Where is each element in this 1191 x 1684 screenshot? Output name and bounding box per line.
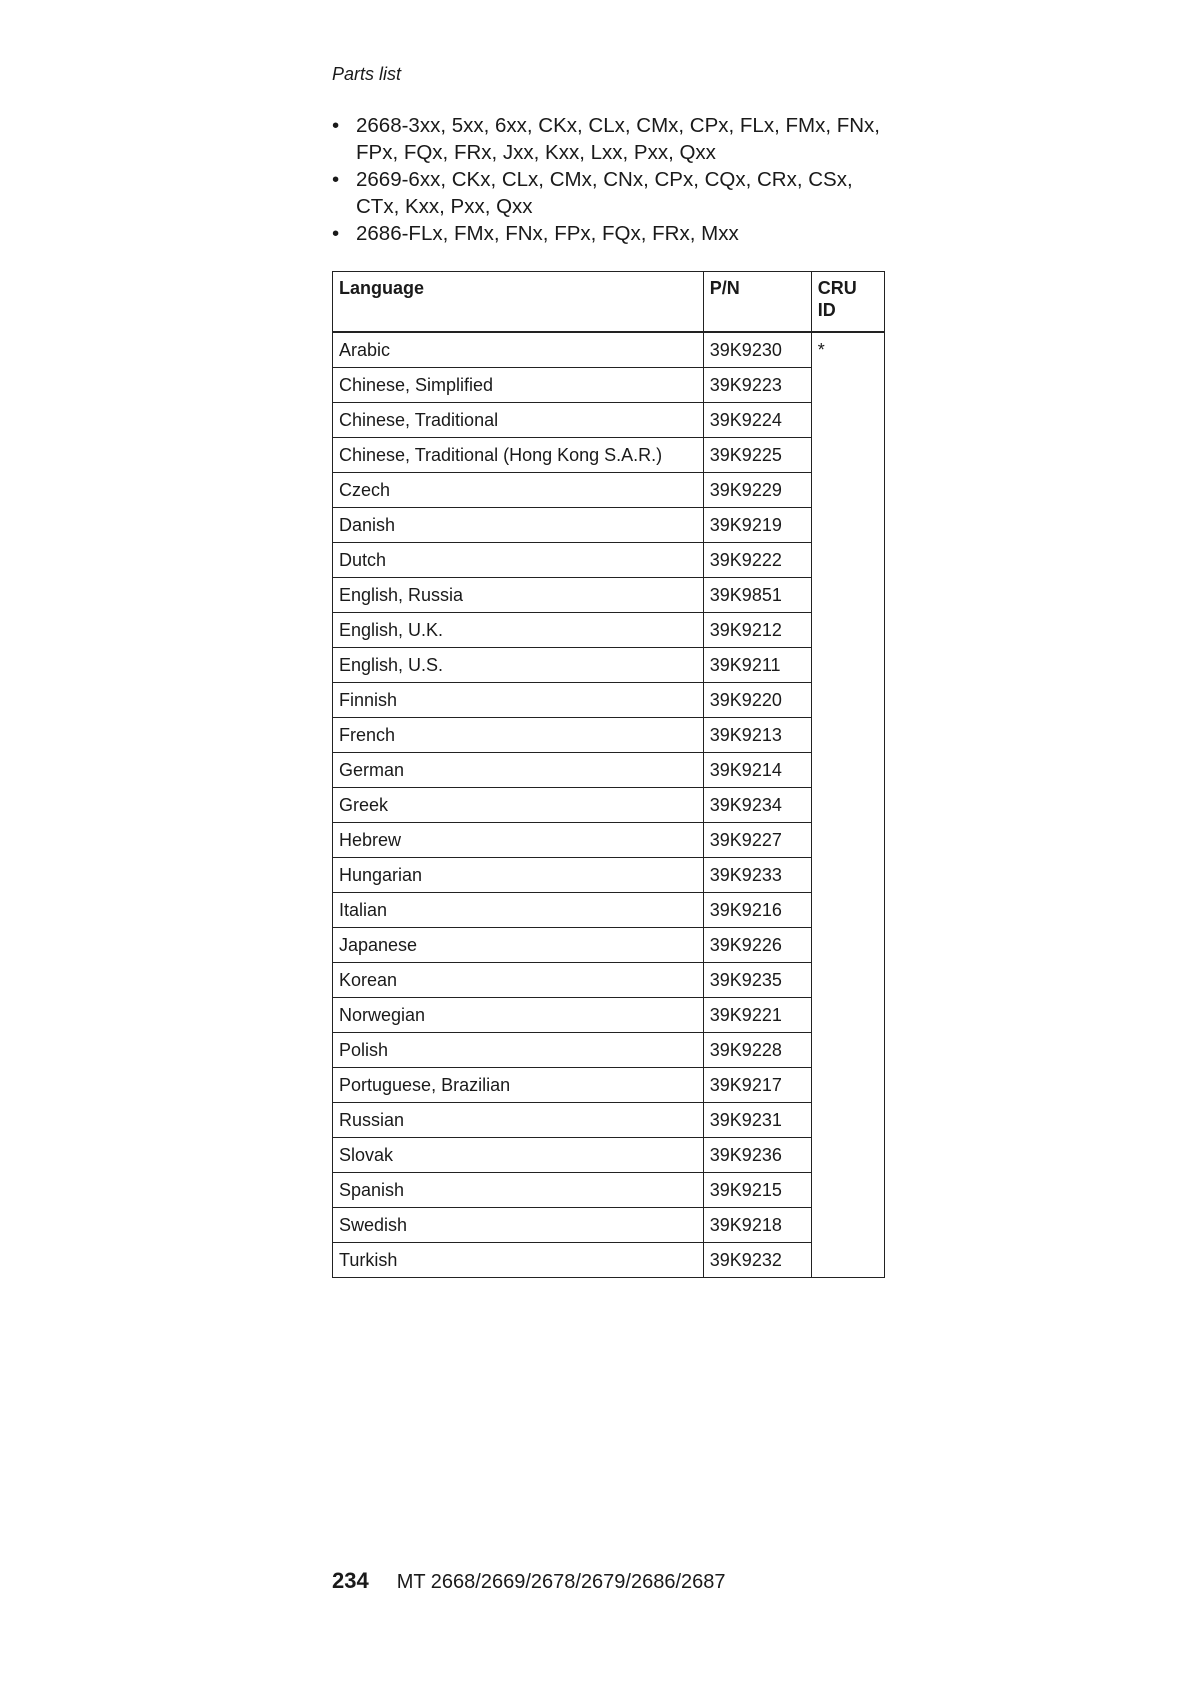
language-cell: Hebrew — [333, 823, 704, 858]
table-row — [333, 683, 885, 718]
bullet-icon: • — [332, 114, 340, 137]
table-row — [333, 718, 885, 753]
language-cell: Polish — [333, 1033, 704, 1068]
cru-cell — [811, 1173, 884, 1208]
cru-cell — [811, 543, 884, 578]
cru-header-line2: ID — [817, 300, 836, 320]
language-cell: Swedish — [333, 1208, 704, 1243]
table-row — [333, 332, 885, 368]
cru-cell — [811, 1033, 884, 1068]
cru-header — [811, 272, 884, 333]
pn-cell: 39K9222 — [703, 543, 811, 578]
pn-cell: 39K9230 — [703, 332, 811, 368]
cru-cell — [811, 648, 884, 683]
language-cell: English, Russia — [333, 578, 704, 613]
language-cell: German — [333, 753, 704, 788]
cru-cell — [811, 858, 884, 893]
language-cell: French — [333, 718, 704, 753]
bullet-icon: • — [332, 222, 340, 245]
table-row — [333, 613, 885, 648]
language-cell: English, U.K. — [333, 613, 704, 648]
cru-cell — [811, 438, 884, 473]
bullet-icon: • — [332, 168, 340, 191]
table-row — [333, 1103, 885, 1138]
language-cell: Turkish — [333, 1243, 704, 1278]
cru-cell — [811, 1103, 884, 1138]
parts-table — [332, 271, 885, 1278]
cru-cell — [811, 1068, 884, 1103]
pn-cell: 39K9221 — [703, 998, 811, 1033]
table-row — [333, 1243, 885, 1278]
cru-cell — [811, 508, 884, 543]
cru-cell — [811, 1243, 884, 1278]
cru-cell — [811, 403, 884, 438]
table-row — [333, 578, 885, 613]
pn-cell: 39K9235 — [703, 963, 811, 998]
pn-cell: 39K9233 — [703, 858, 811, 893]
language-cell: Norwegian — [333, 998, 704, 1033]
language-cell: Chinese, Traditional (Hong Kong S.A.R.) — [333, 438, 704, 473]
pn-cell: 39K9216 — [703, 893, 811, 928]
page-footer — [332, 1568, 726, 1594]
pn-cell: 39K9220 — [703, 683, 811, 718]
cru-cell — [811, 1208, 884, 1243]
table-row — [333, 368, 885, 403]
pn-cell: 39K9232 — [703, 1243, 811, 1278]
pn-cell: 39K9224 — [703, 403, 811, 438]
pn-cell: 39K9223 — [703, 368, 811, 403]
pn-cell: 39K9231 — [703, 1103, 811, 1138]
parts-table-body — [333, 332, 885, 1278]
table-row — [333, 648, 885, 683]
table-row — [333, 508, 885, 543]
cru-cell: * — [811, 332, 884, 368]
pn-cell: 39K9214 — [703, 753, 811, 788]
model-list — [332, 112, 892, 247]
language-cell: English, U.S. — [333, 648, 704, 683]
pn-cell: 39K9212 — [703, 613, 811, 648]
language-cell: Danish — [333, 508, 704, 543]
language-cell: Korean — [333, 963, 704, 998]
list-item — [332, 220, 892, 247]
table-row — [333, 963, 885, 998]
running-header: Parts list — [332, 64, 402, 84]
language-cell: Japanese — [333, 928, 704, 963]
cru-cell — [811, 368, 884, 403]
language-header: Language — [333, 272, 704, 333]
table-header-row — [333, 272, 885, 333]
list-item — [332, 166, 892, 220]
table-row — [333, 1208, 885, 1243]
pn-cell: 39K9218 — [703, 1208, 811, 1243]
pn-cell: 39K9211 — [703, 648, 811, 683]
language-cell: Arabic — [333, 332, 704, 368]
pn-cell: 39K9228 — [703, 1033, 811, 1068]
pn-cell: 39K9226 — [703, 928, 811, 963]
language-cell: Chinese, Simplified — [333, 368, 704, 403]
cru-cell — [811, 473, 884, 508]
pn-cell: 39K9219 — [703, 508, 811, 543]
language-cell: Greek — [333, 788, 704, 823]
pn-cell: 39K9215 — [703, 1173, 811, 1208]
model-text: 2668-3xx, 5xx, 6xx, CKx, CLx, CMx, CPx, FLx, FMx, FNx, FPx, FQx, FRx, Jxx, Kxx, Lxx, Pxx, Qxx — [356, 114, 880, 164]
cru-cell — [811, 718, 884, 753]
cru-cell — [811, 788, 884, 823]
pn-cell: 39K9227 — [703, 823, 811, 858]
table-row — [333, 998, 885, 1033]
cru-cell — [811, 683, 884, 718]
pn-cell: 39K9217 — [703, 1068, 811, 1103]
page-number: 234 — [332, 1568, 369, 1593]
table-row — [333, 1173, 885, 1208]
language-cell: Chinese, Traditional — [333, 403, 704, 438]
cru-cell — [811, 823, 884, 858]
language-cell: Finnish — [333, 683, 704, 718]
table-row — [333, 753, 885, 788]
language-cell: Italian — [333, 893, 704, 928]
table-row — [333, 1068, 885, 1103]
table-row — [333, 893, 885, 928]
cru-cell — [811, 1138, 884, 1173]
language-cell: Slovak — [333, 1138, 704, 1173]
pn-cell: 39K9236 — [703, 1138, 811, 1173]
pn-header: P/N — [703, 272, 811, 333]
language-cell: Czech — [333, 473, 704, 508]
cru-cell — [811, 753, 884, 788]
machine-types: MT 2668/2669/2678/2679/2686/2687 — [396, 1571, 726, 1593]
language-cell: Hungarian — [333, 858, 704, 893]
table-row — [333, 1033, 885, 1068]
table-row — [333, 823, 885, 858]
table-row — [333, 438, 885, 473]
list-item — [332, 112, 892, 166]
table-row — [333, 543, 885, 578]
cru-cell — [811, 928, 884, 963]
language-cell: Spanish — [333, 1173, 704, 1208]
language-cell: Portuguese, Brazilian — [333, 1068, 704, 1103]
pn-cell: 39K9229 — [703, 473, 811, 508]
cru-cell — [811, 578, 884, 613]
table-row — [333, 928, 885, 963]
model-text: 2686-FLx, FMx, FNx, FPx, FQx, FRx, Mxx — [356, 222, 739, 245]
table-row — [333, 473, 885, 508]
table-row — [333, 403, 885, 438]
table-row — [333, 788, 885, 823]
cru-cell — [811, 613, 884, 648]
table-row — [333, 858, 885, 893]
cru-cell — [811, 998, 884, 1033]
table-row — [333, 1138, 885, 1173]
pn-cell: 39K9213 — [703, 718, 811, 753]
pn-cell: 39K9851 — [703, 578, 811, 613]
pn-cell: 39K9225 — [703, 438, 811, 473]
model-text: 2669-6xx, CKx, CLx, CMx, CNx, CPx, CQx, CRx, CSx, CTx, Kxx, Pxx, Qxx — [356, 168, 853, 218]
cru-cell — [811, 963, 884, 998]
cru-cell — [811, 893, 884, 928]
language-cell: Dutch — [333, 543, 704, 578]
pn-cell: 39K9234 — [703, 788, 811, 823]
language-cell: Russian — [333, 1103, 704, 1138]
cru-header-line1: CRU — [817, 278, 857, 298]
